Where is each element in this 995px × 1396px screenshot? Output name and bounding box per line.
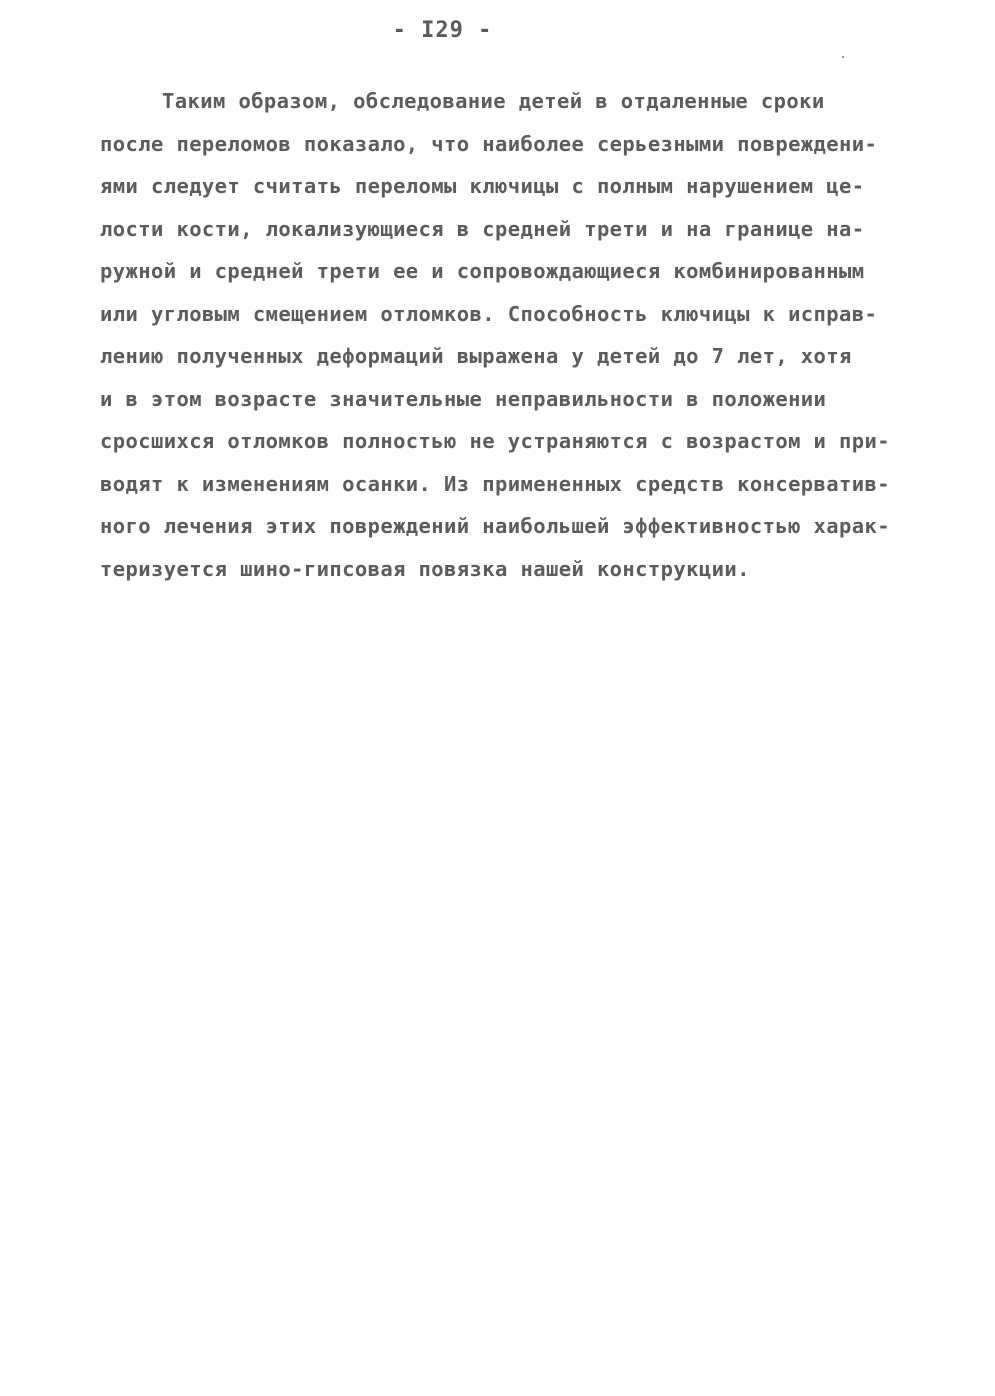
text-line: ружной и средней трети ее и сопровождающиеся комбинированным [100, 259, 865, 283]
text-line: лости кости, локализующиеся в средней трети и на границе на- [100, 216, 865, 241]
page-number: - I29 - [392, 18, 493, 43]
text-line: после переломов показало, что наиболее серьезными повреждени- [100, 131, 878, 156]
scan-speck [842, 56, 844, 58]
text-line: ного лечения этих повреждений наибольшей эффективностью харак- [100, 514, 891, 538]
body-paragraph [100, 80, 900, 590]
text-line: или угловым смещением отломков. Способность ключицы к исправ- [100, 301, 878, 326]
text-line: теризуется шино-гипсовая повязка нашей конструкции. [100, 556, 750, 581]
text-line: водят к изменениям осанки. Из примененных средств консерватив- [100, 471, 891, 496]
text-line: сросшихся отломков полностью не устраняются с возрастом и при- [100, 429, 891, 453]
text-line: лению полученных деформаций выражена у детей до 7 лет, хотя [100, 344, 852, 368]
text-line: и в этом возрасте значительные неправильности в положении [100, 386, 827, 411]
text-line: Таким образом, обследование детей в отдаленные сроки [162, 89, 825, 113]
text-line: ями следует считать переломы ключицы с полным нарушением це- [100, 174, 865, 198]
